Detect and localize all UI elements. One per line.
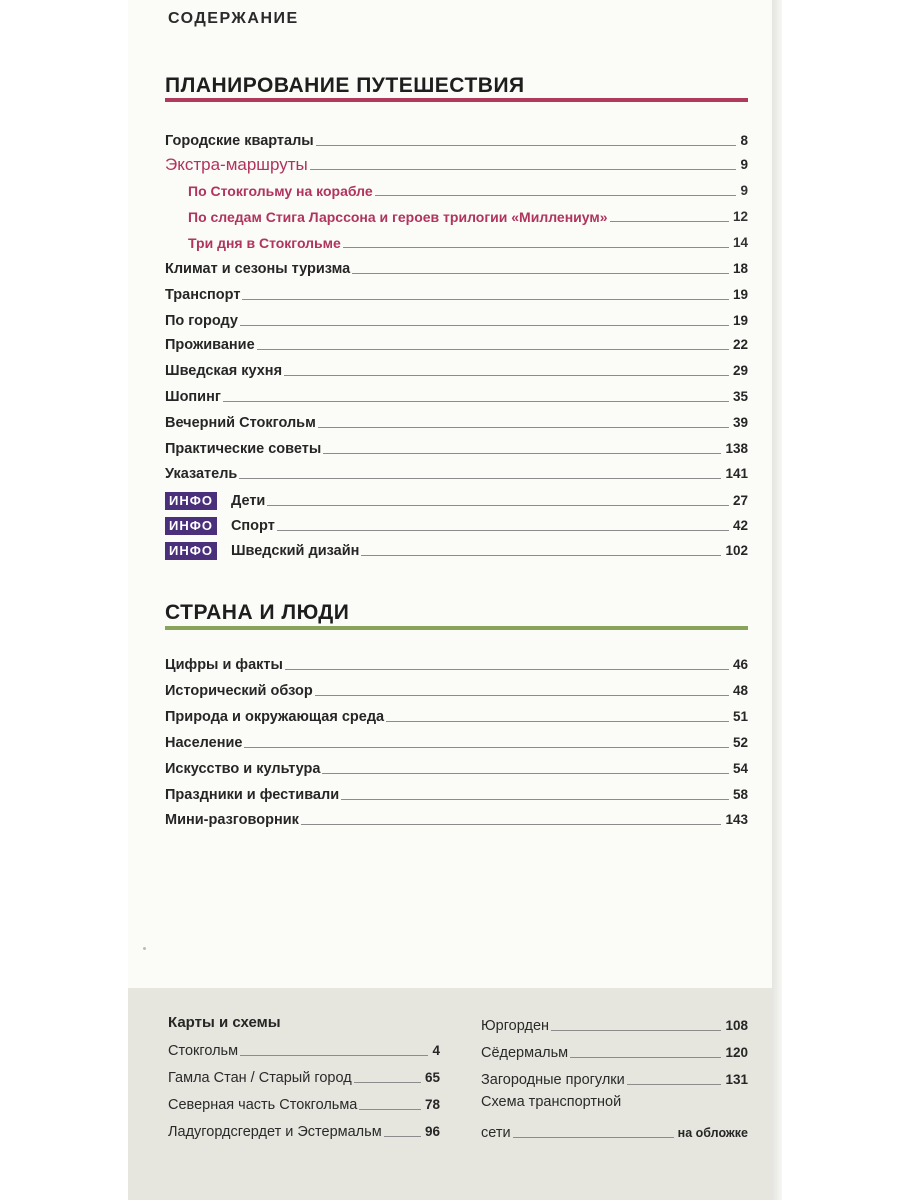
toc-info-entry[interactable] [165, 538, 748, 560]
toc-entry[interactable] [165, 652, 748, 674]
toc-info-label-wrap [165, 542, 359, 560]
toc-entry-label: По Стокгольму на корабле [188, 183, 373, 199]
leader-line [323, 453, 721, 454]
toc-entry[interactable] [165, 308, 748, 330]
toc-entry-label: Климат и сезоны туризма [165, 261, 351, 277]
leader-line [352, 273, 729, 274]
toc-entry-label: Исторический обзор [165, 683, 313, 699]
map-entry[interactable] [168, 1038, 440, 1060]
map-entry[interactable] [481, 1067, 748, 1089]
leader-line [359, 1109, 421, 1110]
map-entry-page: на обложке [677, 1126, 748, 1140]
toc-subentry[interactable] [188, 204, 748, 226]
toc-entry-page: 12 [732, 209, 748, 224]
toc-entry[interactable] [165, 410, 748, 432]
toc-entry[interactable] [165, 436, 748, 458]
toc-entry-page: 141 [725, 466, 748, 481]
info-badge: ИНФО [165, 492, 217, 510]
map-entry-label: Гамла Стан / Старый город [168, 1070, 352, 1086]
toc-entry-label: Вечерний Стокгольм [165, 415, 316, 431]
toc-entry-page: 9 [740, 157, 748, 172]
toc-entry-page: 22 [732, 337, 748, 352]
map-entry[interactable] [168, 1065, 440, 1087]
section-rule-country [165, 626, 748, 630]
leader-line [242, 299, 729, 300]
toc-entry-page: 52 [732, 735, 748, 750]
toc-entry-page: 46 [732, 657, 748, 672]
toc-entry[interactable] [165, 282, 748, 304]
toc-entry-page: 27 [732, 493, 748, 508]
toc-entry-label: Праздники и фестивали [165, 787, 340, 803]
map-entry-page: 65 [424, 1070, 440, 1085]
leader-line [240, 1055, 428, 1056]
toc-entry-label: Шведская кухня [165, 363, 283, 379]
leader-line [343, 247, 729, 248]
toc-entry-page: 14 [732, 235, 748, 250]
leader-line [384, 1136, 421, 1137]
map-entry-label: Стокгольм [168, 1043, 239, 1059]
toc-entry-label: Три дня в Стокгольме [188, 235, 341, 251]
toc-entry-label: Транспорт [165, 287, 241, 303]
map-entry-page: 4 [432, 1043, 440, 1058]
toc-entry-page: 138 [725, 441, 748, 456]
toc-info-label-wrap [165, 492, 265, 510]
toc-entry[interactable] [165, 704, 748, 726]
map-entry-label: Юргорден [481, 1018, 550, 1034]
leader-line [240, 325, 729, 326]
map-entry-page: 78 [424, 1097, 440, 1112]
toc-entry-label: Указатель [165, 466, 238, 482]
toc-entry-label: Цифры и факты [165, 657, 283, 673]
toc-entry-page: 42 [732, 518, 748, 533]
toc-entry-label: Дети [230, 493, 266, 509]
map-entry-page: 96 [424, 1124, 440, 1139]
toc-subentry[interactable] [188, 230, 748, 252]
leader-line [570, 1057, 721, 1058]
toc-entry-page: 102 [725, 543, 748, 558]
toc-entry-page: 9 [740, 183, 748, 198]
toc-entry-page: 19 [732, 287, 748, 302]
toc-entry-page: 18 [732, 261, 748, 276]
paper-speck [143, 947, 146, 950]
info-badge: ИНФО [165, 517, 217, 535]
toc-entry[interactable] [165, 128, 748, 150]
toc-entry-label: Шведский дизайн [230, 543, 360, 559]
map-entry-label: Загородные прогулки [481, 1072, 625, 1088]
map-entry-label: Схема транспортной [481, 1094, 622, 1110]
section-title-planning: ПЛАНИРОВАНИЕ ПУТЕШЕСТВИЯ [165, 74, 525, 97]
toc-entry-label: Спорт [230, 518, 275, 534]
leader-line [267, 505, 729, 506]
leader-line [277, 530, 729, 531]
toc-info-entry[interactable] [165, 513, 748, 535]
toc-entry-page: 48 [732, 683, 748, 698]
leader-line [386, 721, 729, 722]
toc-entry-label: Городские кварталы [165, 133, 314, 149]
toc-entry-label: По следам Стига Ларссона и героев трилогии «Миллениум» [188, 209, 608, 225]
toc-entry-label: Практические советы [165, 441, 322, 457]
toc-info-entry[interactable] [165, 488, 748, 510]
leader-line [239, 478, 721, 479]
toc-entry[interactable] [165, 152, 748, 174]
leader-line [318, 427, 729, 428]
leader-line [223, 401, 729, 402]
toc-entry[interactable] [165, 358, 748, 380]
toc-entry[interactable] [165, 256, 748, 278]
map-entry-label: Сёдермальм [481, 1045, 569, 1061]
leader-line [375, 195, 737, 196]
map-entry-label: Северная часть Стокгольма [168, 1097, 358, 1113]
leader-line [285, 669, 729, 670]
toc-entry-page: 35 [732, 389, 748, 404]
section-title-country: СТРАНА И ЛЮДИ [165, 601, 350, 624]
section-rule-planning [165, 98, 748, 102]
map-entry-page: 120 [725, 1045, 748, 1060]
toc-entry-page: 39 [732, 415, 748, 430]
toc-entry-page: 58 [732, 787, 748, 802]
page-header: СОДЕРЖАНИЕ [168, 10, 299, 27]
info-badge: ИНФО [165, 542, 217, 560]
toc-entry-page: 54 [732, 761, 748, 776]
page-spine-shadow [772, 0, 782, 1200]
map-entry[interactable] [168, 1119, 440, 1141]
toc-entry[interactable] [165, 730, 748, 752]
leader-line [610, 221, 729, 222]
leader-line [257, 349, 729, 350]
toc-entry-page: 51 [732, 709, 748, 724]
maps-title: Карты и схемы [168, 1014, 281, 1031]
toc-entry-label: Население [165, 735, 243, 751]
map-entry[interactable] [481, 1120, 748, 1142]
leader-line [244, 747, 728, 748]
map-entry-page: 108 [725, 1018, 748, 1033]
toc-entry-label: Шопинг [165, 389, 221, 405]
toc-entry[interactable] [165, 678, 748, 700]
toc-entry[interactable] [165, 756, 748, 778]
map-entry-label: сети [481, 1125, 511, 1141]
leader-line [551, 1030, 721, 1031]
toc-subentry[interactable] [188, 178, 748, 200]
toc-entry-label: Проживание [165, 337, 255, 353]
map-entry-page: 131 [725, 1072, 748, 1087]
leader-line [322, 773, 729, 774]
leader-line [315, 695, 729, 696]
toc-entry-label: Искусство и культура [165, 761, 321, 777]
toc-entry[interactable] [165, 807, 748, 829]
toc-entry[interactable] [165, 782, 748, 804]
toc-entry-label: Экстра-маршруты [165, 155, 308, 174]
toc-entry-page: 143 [725, 812, 748, 827]
toc-info-label-wrap [165, 517, 275, 535]
leader-line [513, 1137, 674, 1138]
map-entry[interactable] [481, 1040, 748, 1062]
toc-entry-page: 8 [740, 133, 748, 148]
leader-line [310, 169, 737, 170]
toc-entry-page: 19 [732, 313, 748, 328]
leader-line [316, 145, 737, 146]
leader-line [354, 1082, 421, 1083]
toc-entry-page: 29 [732, 363, 748, 378]
toc-entry-label: По городу [165, 313, 238, 329]
leader-line [341, 799, 729, 800]
leader-line [301, 824, 722, 825]
leader-line [361, 555, 721, 556]
toc-entry-label: Природа и окружающая среда [165, 709, 385, 725]
map-entry-label: Ладугордсгердет и Эстермальм [168, 1124, 382, 1140]
toc-entry[interactable] [165, 461, 748, 483]
leader-line [284, 375, 729, 376]
map-entry[interactable] [481, 1013, 748, 1035]
toc-entry-label: Мини-разговорник [165, 812, 299, 828]
toc-entry[interactable] [165, 332, 748, 354]
toc-entry[interactable] [165, 384, 748, 406]
leader-line [627, 1084, 722, 1085]
map-entry[interactable] [168, 1092, 440, 1114]
